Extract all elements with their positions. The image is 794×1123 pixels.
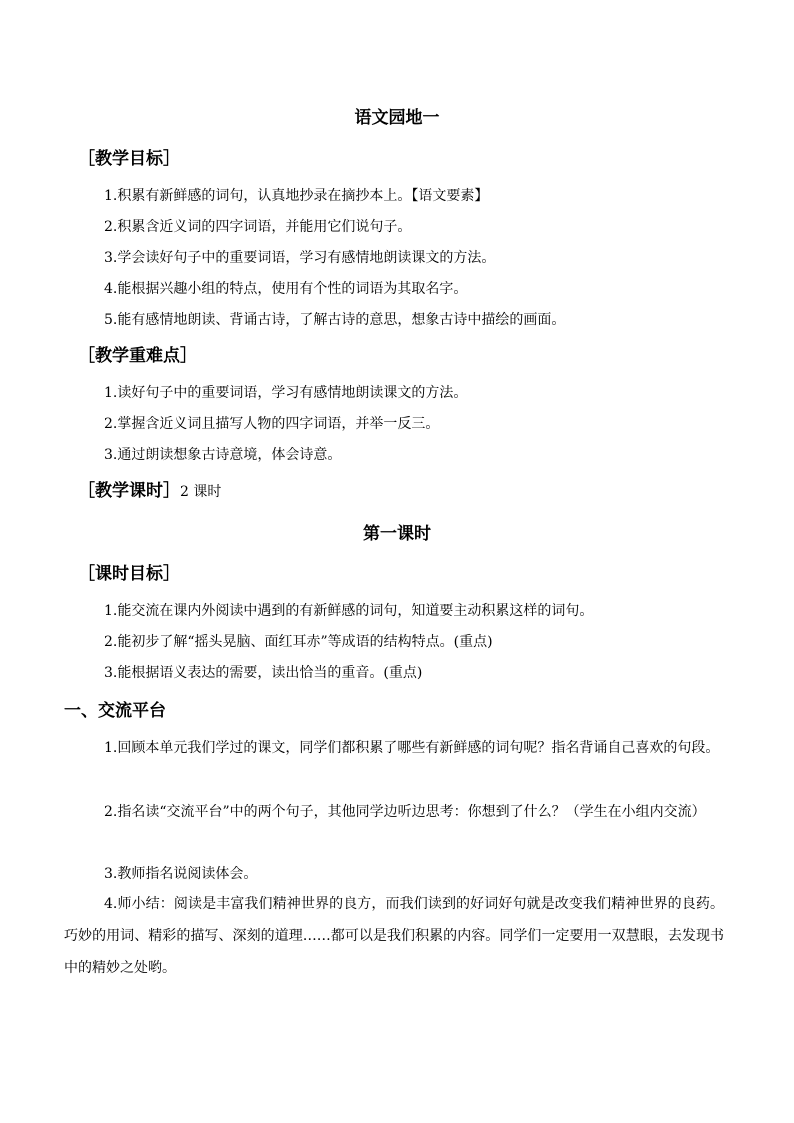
teaching-hours-label: ［教学课时］ [78, 481, 180, 501]
teaching-goal-item: 1.积累有新鲜感的词句，认真地抄录在摘抄本上。【语文要素】 [104, 188, 489, 204]
lesson-goal-item: 1.能交流在课内外阅读中遇到的有新鲜感的词句，知道要主动积累这样的词句。 [104, 603, 594, 619]
key-point-item: 3.通过朗读想象古诗意境，体会诗意。 [104, 447, 342, 463]
paragraph: 3.教师指名说阅读体会。 [104, 866, 258, 882]
teaching-goal-item: 5.能有感情地朗读、背诵古诗，了解古诗的意思，想象古诗中描绘的画面。 [104, 312, 566, 328]
key-point-item: 1.读好句子中的重要词语，学习有感情地朗读课文的方法。 [104, 385, 468, 401]
lesson-title: 第一课时 [363, 524, 431, 544]
key-point-item: 2.掌握含近义词且描写人物的四字词语，并举一反三。 [104, 416, 440, 432]
teaching-hours-value: 2 课时 [180, 484, 222, 500]
paragraph: 1.回顾本单元我们学过的课文，同学们都积累了哪些有新鲜感的词句呢？指名背诵自己喜欢的句段。 [104, 740, 720, 756]
teaching-goals-heading: ［教学目标］ [78, 149, 180, 169]
paragraph: 4.师小结：阅读是丰富我们精神世界的良方，而我们读到的好词好句就是改变我们精神世界的良药。巧妙的用词、精彩的描写、深刻的道理……都可以是我们积累的内容。同学们一定要用一双慧眼，去发现书中的精妙之处哟。 [64, 896, 724, 976]
lesson-goal-item: 3.能根据语义表达的需要，读出恰当的重音。(重点) [104, 665, 423, 681]
lesson-goals-heading: ［课时目标］ [78, 564, 180, 584]
teaching-goal-item: 3.学会读好句子中的重要词语，学习有感情地朗读课文的方法。 [104, 250, 496, 266]
teaching-goal-item: 4.能根据兴趣小组的特点，使用有个性的词语为其取名字。 [104, 281, 468, 297]
key-points-heading: ［教学重难点］ [78, 346, 197, 366]
teaching-hours-heading [78, 479, 221, 504]
paragraph: 2.指名读“交流平台”中的两个句子，其他同学边听边思考：你想到了什么？（学生在小组内交流） [104, 804, 706, 820]
lesson-goal-item: 2.能初步了解“摇头晃脑、面红耳赤”等成语的结构特点。(重点) [104, 634, 493, 650]
teaching-goal-item: 2.积累含近义词的四字词语，并能用它们说句子。 [104, 219, 412, 235]
section-heading-exchange-platform: 一、交流平台 [64, 701, 166, 721]
page-title: 语文园地一 [354, 108, 440, 128]
